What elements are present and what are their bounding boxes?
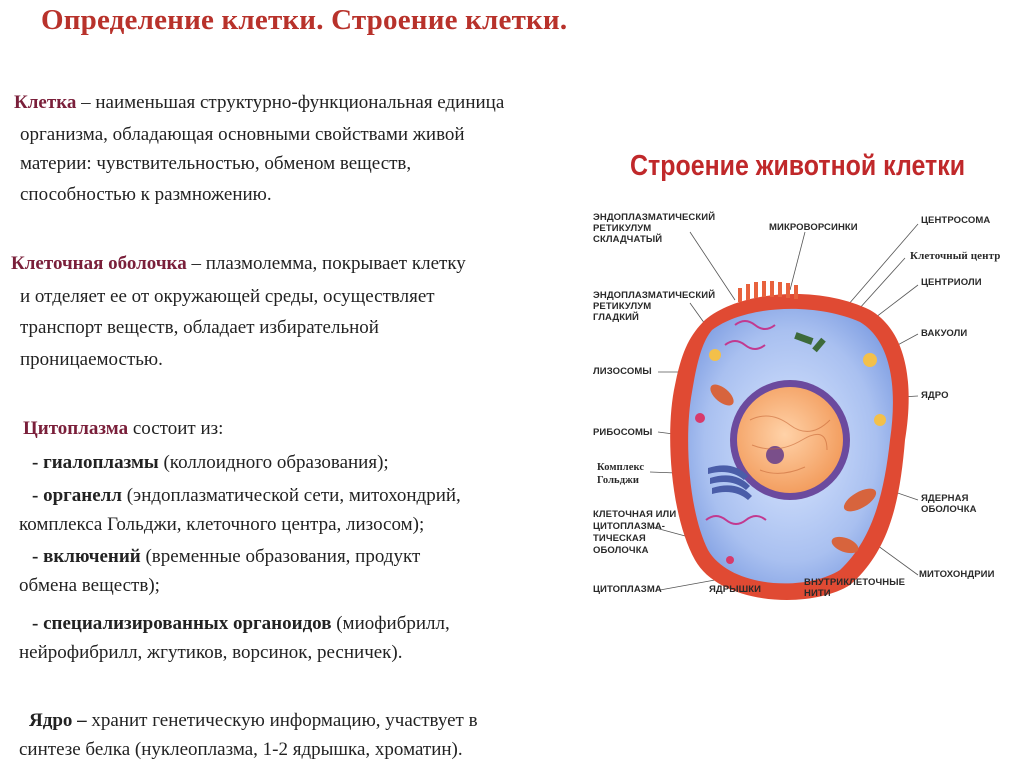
label-centrosome: ЦЕНТРОСОМА [921, 215, 991, 226]
cytoplasm-rest: состоит из: [128, 418, 224, 439]
item-bold: - гиалоплазмы [32, 452, 159, 473]
label-mitochondria: МИТОХОНДРИИ [919, 569, 995, 580]
nucleus-rest: хранит генетическую информацию, участвует в [86, 710, 478, 731]
item-rest: (эндоплазматической сети, митохондрий, [121, 485, 461, 506]
label-nucleoli: ЯДРЫШКИ [709, 584, 762, 595]
item-rest: (миофибрилл, [331, 613, 450, 634]
label-line: КЛЕТОЧНАЯ ИЛИ [593, 509, 677, 520]
label-line: НИТИ [804, 588, 831, 599]
label-line: РЕТИКУЛУМ [593, 301, 652, 312]
cell-definition-line-2: организма, обладающая основными свойствами живой [20, 124, 465, 145]
cell-definition-line-3: материи: чувствительностью, обменом веществ, [20, 153, 412, 174]
label-line: Гольджи [597, 475, 639, 486]
label-line: ЭНДОПЛАЗМАТИЧЕСКИЙ [593, 212, 716, 223]
label-line: СКЛАДЧАТЫЙ [593, 234, 663, 245]
label-line: ТИЧЕСКАЯ [593, 533, 646, 544]
label-line: РЕТИКУЛУМ [593, 223, 652, 234]
cytoplasm-item-2-cont: комплекса Гольджи, клеточного центра, лизосом); [19, 514, 425, 535]
label-lysosomes: ЛИЗОСОМЫ [593, 366, 652, 377]
label-microvilli: МИКРОВОРСИНКИ [769, 222, 858, 233]
item-bold: - специализированных органоидов [32, 613, 332, 634]
label-line: ВНУТРИКЛЕТОЧНЫЕ [804, 577, 906, 588]
label-ribosomes: РИБОСОМЫ [593, 427, 653, 438]
cytoplasm-term: Цитоплазма [23, 418, 129, 439]
label-cytoplasm: ЦИТОПЛАЗМА [593, 584, 662, 595]
cytoplasm-item-4-cont: нейрофибрилл, жгутиков, ворсинок, ресничек). [19, 642, 403, 663]
label-line: ОБОЛОЧКА [593, 545, 649, 556]
membrane-def-text: – плазмолемма, покрывает клетку [186, 253, 466, 274]
label-filaments [804, 577, 905, 599]
label-nuclear-envelope [921, 493, 977, 515]
label-line: ЦИТОПЛАЗМА- [593, 521, 666, 532]
page-title: Определение клетки. Строение клетки. [41, 4, 568, 36]
item-bold: - органелл [32, 485, 122, 506]
cell-def-text: – наименьшая структурно-функциональная единица [76, 92, 505, 113]
label-cell-membrane [593, 509, 676, 557]
label-er-smooth [593, 290, 715, 323]
cell-definition-line-4: способностью к размножению. [20, 184, 272, 205]
diagram-title: Строение животной клетки [630, 150, 966, 182]
label-line: ГЛАДКИЙ [593, 312, 639, 323]
label-line: ЯДЕРНАЯ [921, 493, 969, 504]
label-nucleus: ЯДРО [921, 390, 949, 401]
membrane-definition-line-3: транспорт веществ, обладает избирательной [20, 317, 379, 338]
membrane-definition-line-2: и отделяет ее от окружающей среды, осуществляет [20, 286, 435, 307]
label-line: Комплекс [597, 462, 645, 473]
nucleus [737, 387, 843, 493]
membrane-definition-line-4: проницаемостью. [20, 349, 163, 370]
label-cell-center: Клеточный центр [910, 250, 1001, 262]
cell-term: Клетка [14, 92, 77, 113]
item-rest: (коллоидного образования); [158, 452, 389, 473]
item-bold: - включений [32, 546, 141, 567]
label-centrioles: ЦЕНТРИОЛИ [921, 277, 982, 288]
item-rest: (временные образования, продукт [140, 546, 421, 567]
cytoplasm-item-3-cont: обмена веществ); [19, 575, 160, 596]
label-line: ОБОЛОЧКА [921, 504, 977, 515]
nucleus-definition-line-2: синтезе белка (нуклеоплазма, 1-2 ядрышка, хроматин). [19, 739, 463, 760]
label-golgi [597, 461, 644, 487]
label-vacuoles: ВАКУОЛИ [921, 328, 968, 339]
membrane-term: Клеточная оболочка [11, 253, 187, 274]
nucleus-term: Ядро – [29, 710, 87, 731]
label-line: ЭНДОПЛАЗМАТИЧЕСКИЙ [593, 290, 716, 301]
label-er-rough [593, 212, 715, 245]
